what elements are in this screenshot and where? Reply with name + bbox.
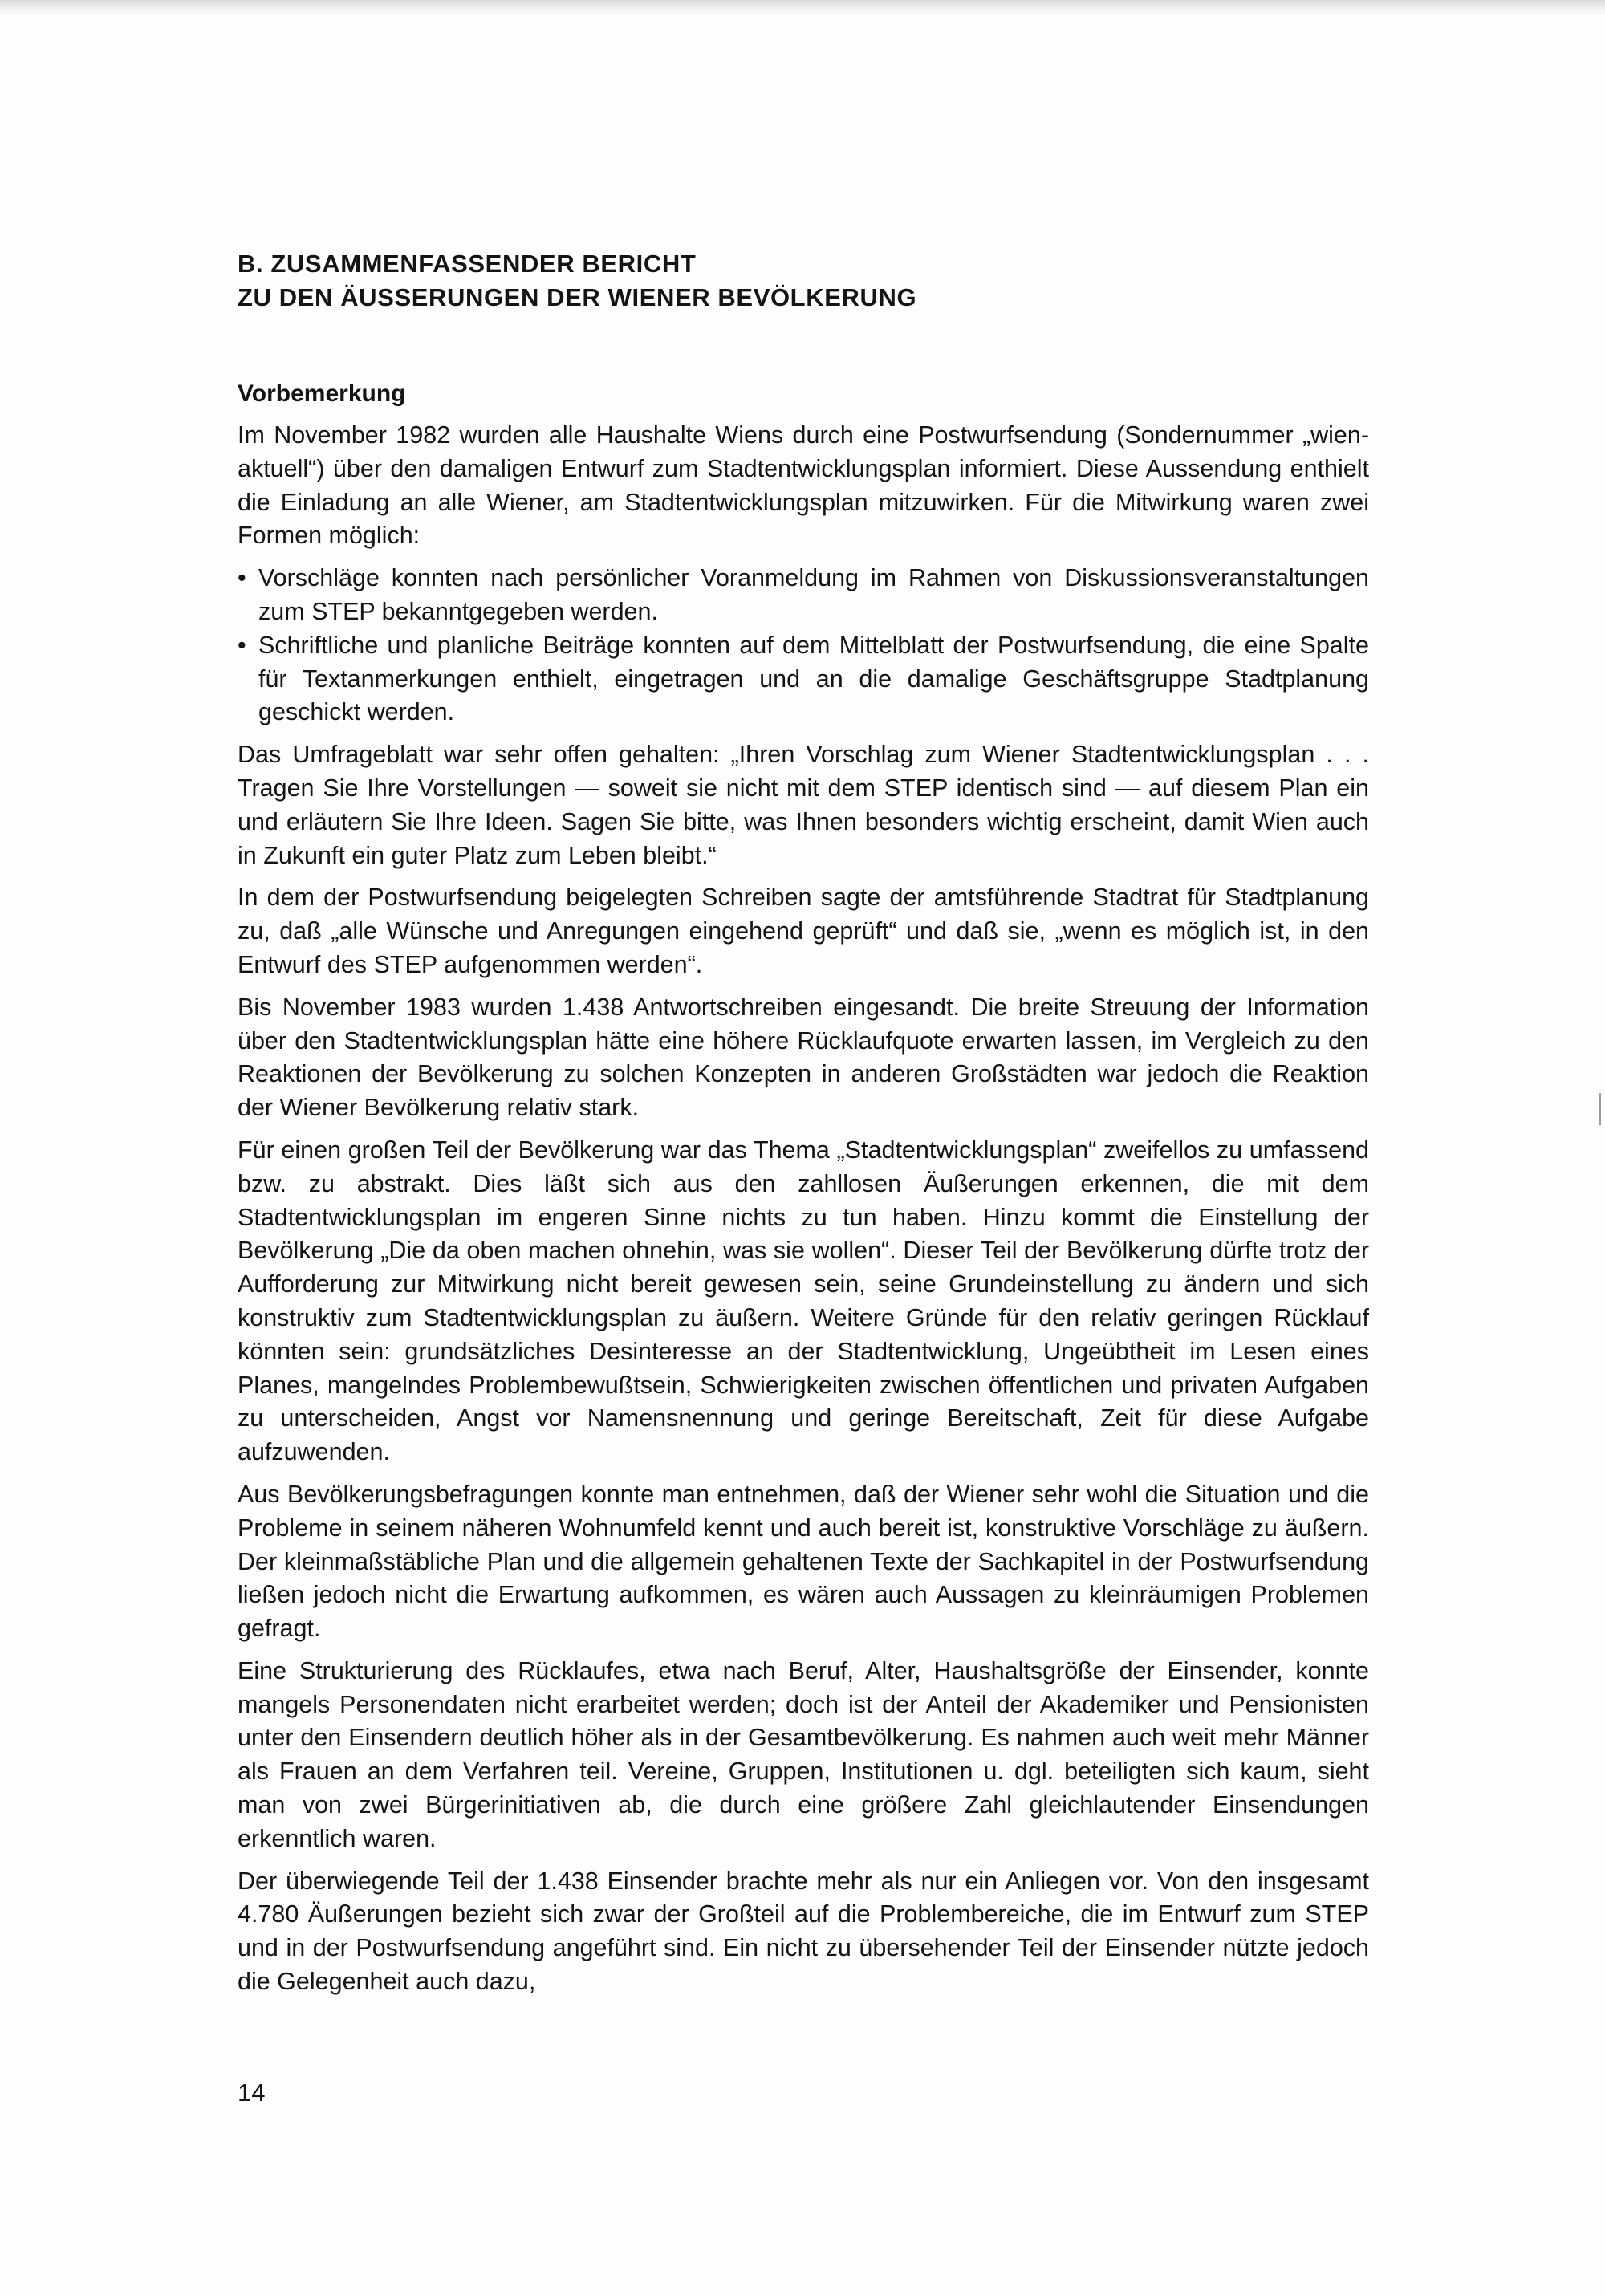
paragraph-responses: Bis November 1983 wurden 1.438 Antwortschreiben eingesandt. Die breite Streuung der Information über den Stadtentwicklungsplan hätte eine höhere Rücklaufquote erwarten lassen, im Vergleich zu den Reaktionen der Bevölkerung zu solchen Konzepten in anderen Großstädten war jedoch die Reaktion der Wiener Bevölkerung relativ stark. [238, 993, 1369, 1122]
page-number: 14 [238, 2079, 266, 2107]
paragraph-structure: Eine Strukturierung des Rücklaufes, etwa nach Beruf, Alter, Haushaltsgröße der Einsender, konnte mangels Personendaten nicht erarbeitet werden; doch ist der Anteil der Akademiker und Pensionisten unter den Einsendern deutlich höher als in der Gesamtbevölkerung. Es nahmen auch weit mehr Männer als Frauen an dem Verfahren teil. Vereine, Gruppen, Institutionen u. dgl. beteiligten sich kaum, sieht man von zwei Bürgerinitiativen ab, die durch eine größere Zahl gleichlautender Einsendungen erkenntlich waren. [238, 1656, 1369, 1852]
section-subheading: Vorbemerkung [238, 380, 406, 407]
heading-line-2: ZU DEN ÄUSSERUNGEN DER WIENER BEVÖLKERUNG [238, 283, 917, 311]
paragraph-survey-sheet: Das Umfrageblatt war sehr offen gehalten: „Ihren Vorschlag zum Wiener Stadtentwicklungsplan . . . Tragen Sie Ihre Vorstellungen — soweit sie nicht mit dem STEP identisch sind — auf diesem Plan ein und erläutern Sie Ihre Ideen. Sagen Sie bitte, was Ihnen besonders wichtig erscheint, damit Wien auch in Zukunft ein guter Platz zum Leben bleibt.“ [238, 741, 1369, 869]
margin-mark [1599, 1093, 1601, 1125]
list-item: • Schriftliche und planliche Beiträge konnten auf dem Mittelblatt der Postwurfsendung, die eine Spalte für Textanmerkungen enthielt, eingetragen und an die damalige Geschäftsgruppe Stadtplanung geschickt werden. [238, 629, 1369, 729]
paragraph-surveys: Aus Bevölkerungsbefragungen konnte man entnehmen, daß der Wiener sehr wohl die Situation und die Probleme in seinem näheren Wohnumfeld kennt und auch bereit ist, konstruktive Vorschläge zu äußern. Der kleinmaßstäbliche Plan und die allgemein gehaltenen Texte der Sachkapitel in der Postwurfsendung ließen jedoch nicht die Erwartung aufkommen, es wären auch Aussagen zu kleinräumigen Problemen gefragt. [238, 1480, 1369, 1643]
report-heading [238, 247, 1369, 315]
list-item: • Vorschläge konnten nach persönlicher Voranmeldung im Rahmen von Diskussionsveranstaltungen zum STEP bekanntgegeben werden. [238, 562, 1369, 629]
intro-paragraph: Im November 1982 wurden alle Haushalte Wiens durch eine Postwurfsendung (Sondernummer „wien-aktuell“) über den damaligen Entwurf zum Stadtentwicklungsplan informiert. Diese Aussendung enthielt die Einladung an alle Wiener, am Stadtentwicklungsplan mitzuwirken. Für die Mitwirkung waren zwei Formen möglich: [238, 421, 1369, 550]
heading-line-1: B. ZUSAMMENFASSENDER BERICHT [238, 250, 697, 278]
paragraph-letter: In dem der Postwurfsendung beigelegten Schreiben sagte der amtsführende Stadtrat für Stadtplanung zu, daß „alle Wünsche und Anregungen eingehend geprüft“ und daß sie, „wenn es möglich ist, in den Entwurf des STEP aufgenommen werden“. [238, 884, 1369, 978]
scan-edge [0, 0, 1605, 16]
participation-forms-list [238, 562, 1369, 729]
paragraph-submissions: Der überwiegende Teil der 1.438 Einsender brachte mehr als nur ein Anliegen vor. Von den insgesamt 4.780 Äußerungen bezieht sich zwar der Großteil auf die Problembereiche, die im Entwurf zum STEP und in der Postwurfsendung angeführt sind. Ein nicht zu übersehender Teil der Einsender nützte jedoch die Gelegenheit auch dazu, [238, 1867, 1369, 1996]
paragraph-population: Für einen großen Teil der Bevölkerung war das Thema „Stadtentwicklungsplan“ zweifellos zu umfassend bzw. zu abstrakt. Dies läßt sich aus den zahllosen Äußerungen erkennen, die mit dem Stadtentwicklungsplan im engeren Sinne nichts zu tun haben. Hinzu kommt die Einstellung der Bevölkerung „Die da oben machen ohnehin, was sie wollen“. Dieser Teil der Bevölkerung dürfte trotz der Aufforderung zur Mitwirkung nicht bereit gewesen sein, seine Grundeinstellung zu ändern und sich konstruktiv zum Stadtentwicklungsplan zu äußern. Weitere Gründe für den relativ geringen Rücklauf könnten sein: grundsätzliches Desinteresse an der Stadtentwicklung, Ungeübtheit im Lesen eines Planes, mangelndes Problembewußtsein, Schwierigkeiten zwischen öffentlichen und privaten Aufgaben zu unterscheiden, Angst vor Namensnennung und geringe Bereitschaft, Zeit für diese Aufgabe aufzuwenden. [238, 1136, 1369, 1466]
page-content [238, 247, 1369, 2008]
